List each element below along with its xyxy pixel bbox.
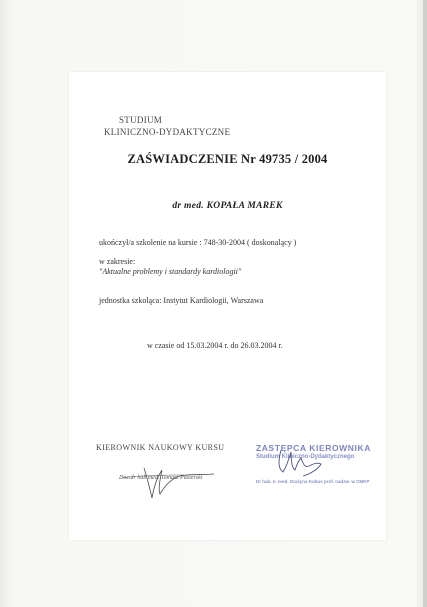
scope-value: "Aktualne problemy i standardy kardiologii" [99, 267, 242, 276]
deputy-director-signature [259, 446, 339, 482]
director-signature [114, 460, 224, 502]
stamp-line-1: ZASTĘPCA KIEROWNIKA [256, 443, 371, 453]
scientific-director-title: KIEROWNIK NAUKOWY KURSU [96, 443, 225, 452]
stamp-line-3: Dr hab. n. med. Grażyna Kobus prof. nadzw. w CMKP [256, 479, 370, 484]
training-unit-line: jednostka szkoląca: Instytut Kardiologii, Warszawa [99, 296, 264, 305]
period-line: w czasie od 15.03.2004 r. do 26.03.2004 r. [147, 341, 283, 350]
recipient-name: dr med. KOPAŁA MAREK [172, 201, 283, 211]
scan-edge [423, 0, 427, 607]
certificate-document [69, 72, 386, 540]
institution-header [104, 114, 231, 138]
institution-line-2: KLINICZNO-DYDAKTYCZNE [104, 127, 231, 137]
stamp-line-2: Studium Kliniczno-Dydaktycznego [256, 454, 355, 460]
course-line: ukończył/a szkolenie na kursie : 748-30-2004 ( doskonalący ) [99, 238, 297, 247]
certificate-title: ZAŚWIADCZENIE Nr 49735 / 2004 [127, 152, 328, 166]
scientific-director-name: Doc.dr hab.med. Tomasz Pasierski [119, 475, 203, 481]
institution-line-1: STUDIUM [119, 115, 163, 125]
scope-label: w zakresie: [99, 257, 136, 266]
